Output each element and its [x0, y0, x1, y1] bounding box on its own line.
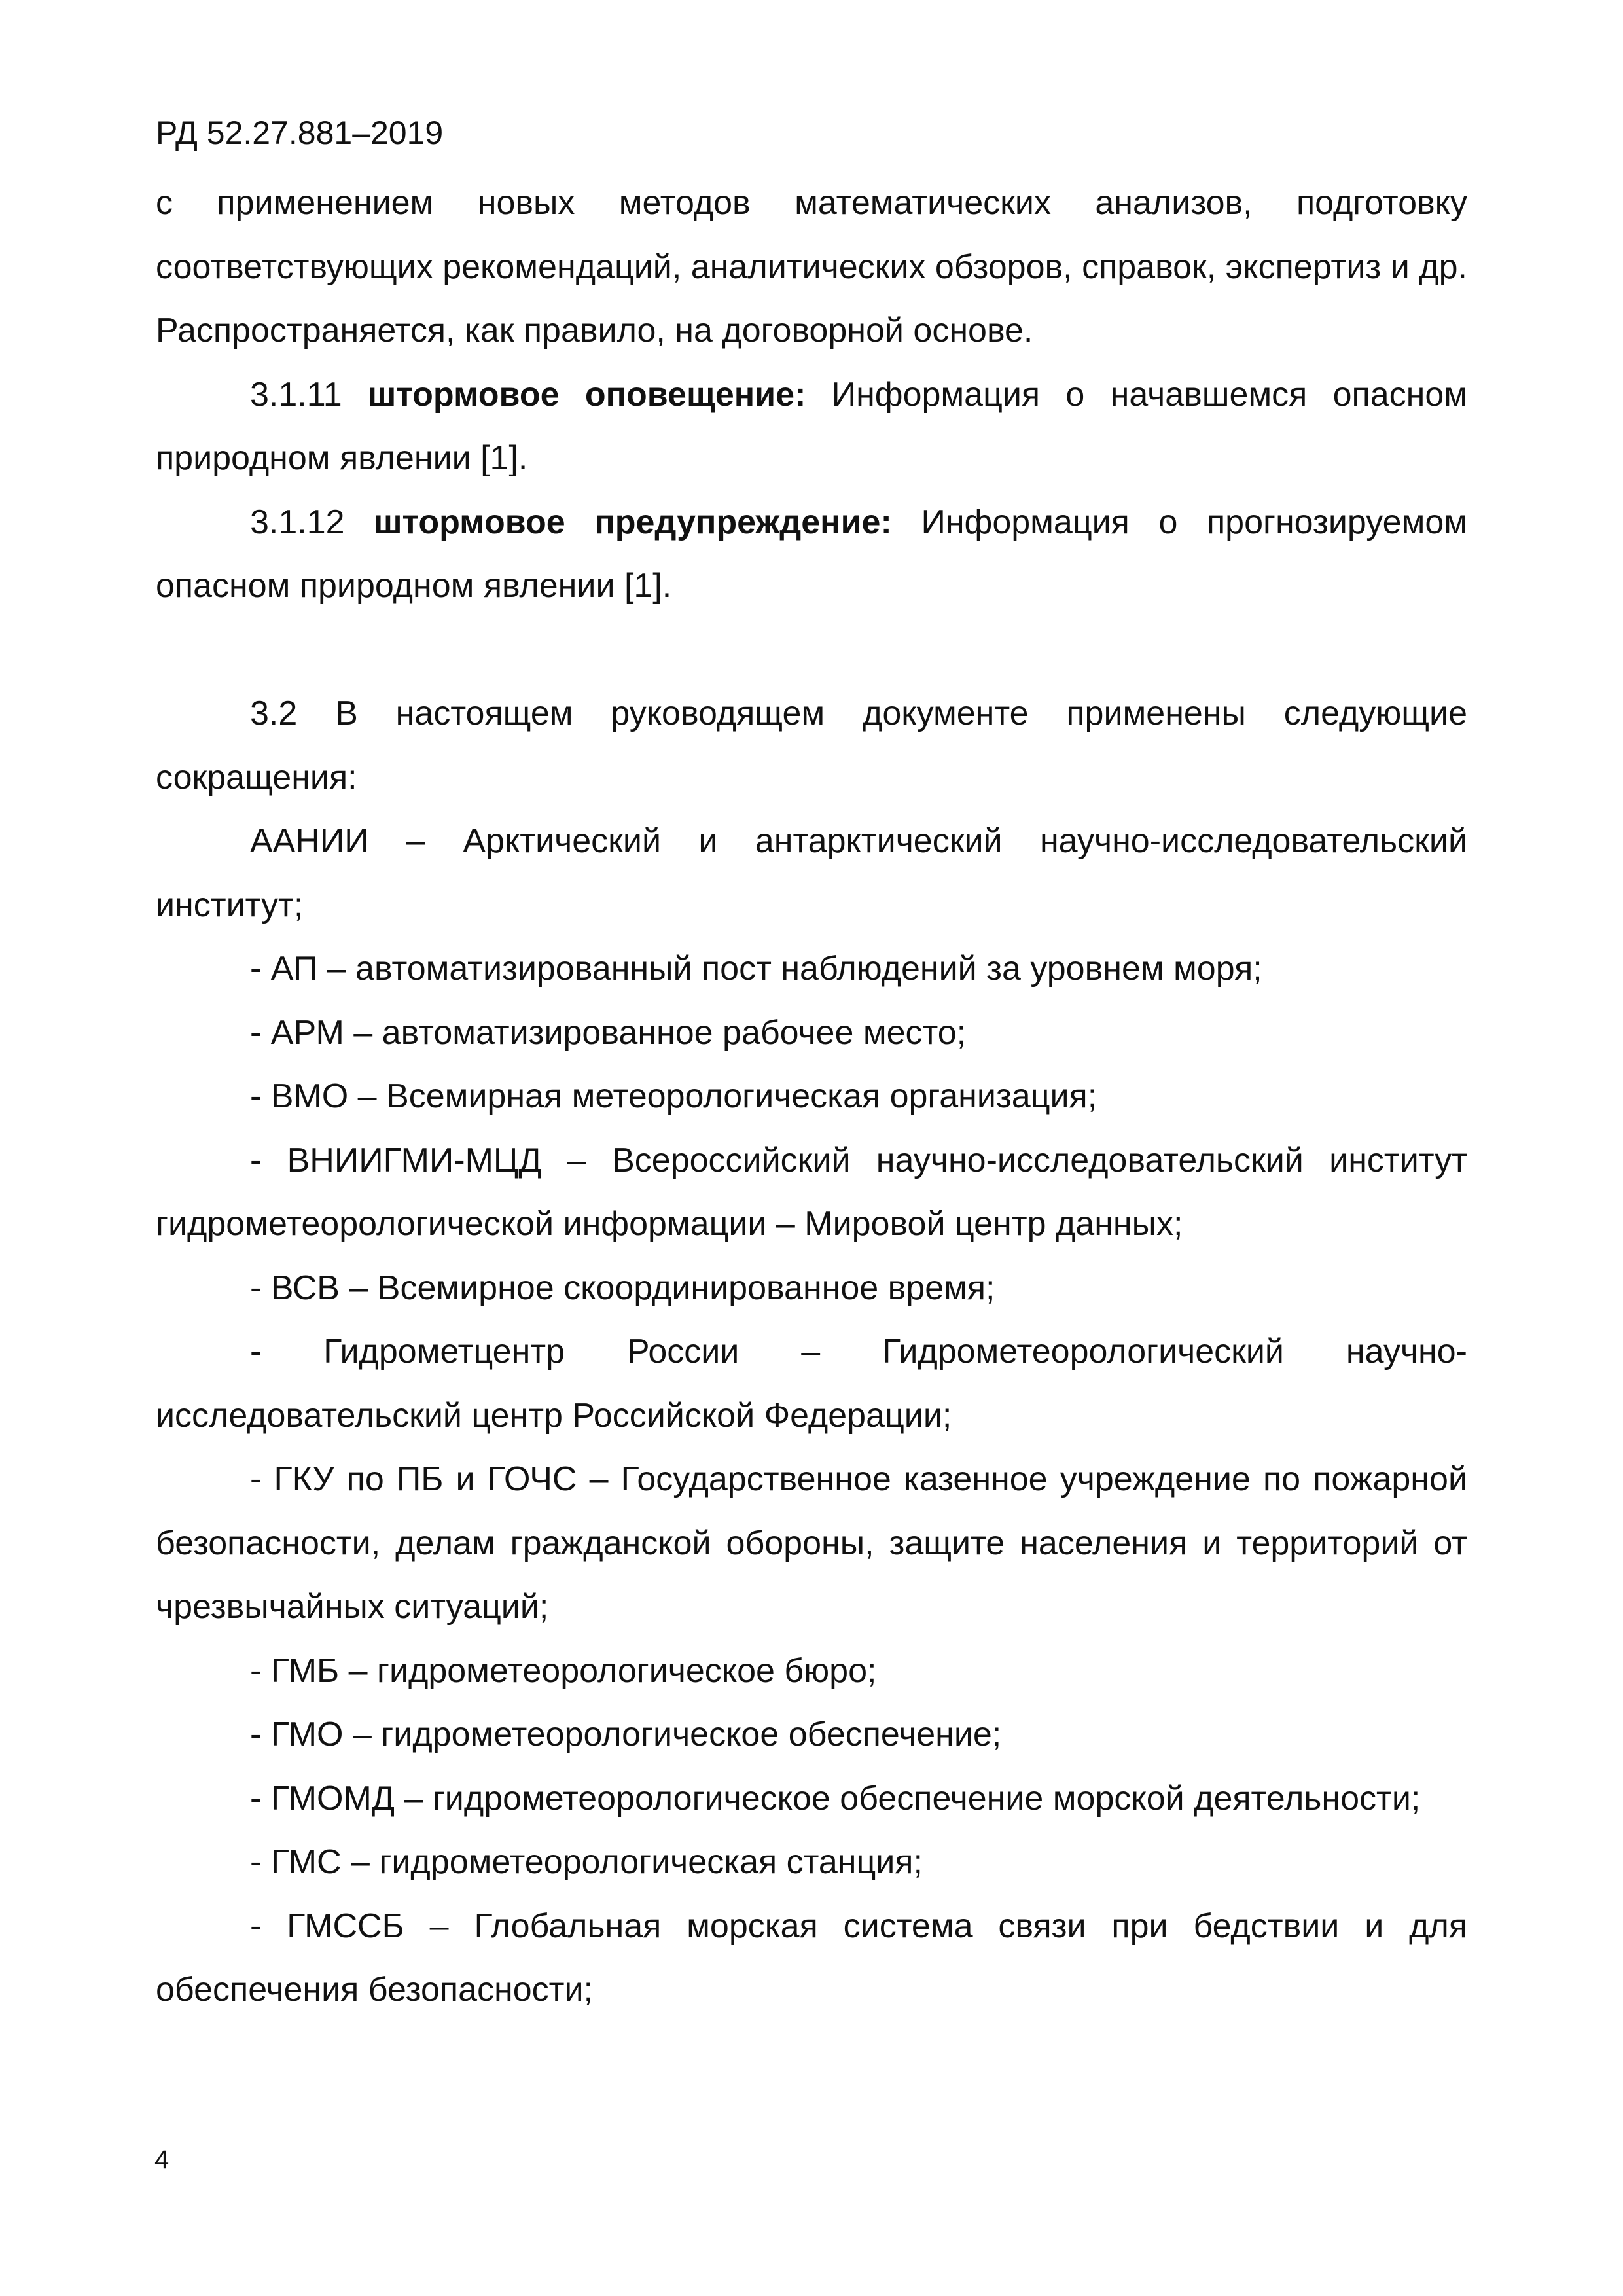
definition-3-1-11 [156, 363, 1467, 491]
definition-number: 3.1.12 [250, 503, 345, 541]
intro-paragraph: с применением новых методов математических анализов, подготовку соответствующих рекомендаций, аналитических обзоров, справок, экспертиз и др. Распространяется, как правило, на договорной основе. [156, 184, 1467, 350]
abbreviation-item: - ГМССБ – Глобальная морская система связи при бедствии и для обеспечения безопасности; [156, 1907, 1467, 2009]
abbreviation-item: - АРМ – автоматизированное рабочее место; [250, 1013, 967, 1052]
abbreviation-item: - ГМО – гидрометеорологическое обеспечение; [250, 1715, 1002, 1753]
page-number: 4 [154, 2145, 169, 2174]
abbreviation-item: - ГМС – гидрометеорологическая станция; [250, 1843, 923, 1881]
definition-term: штормовое оповещение: [368, 375, 806, 414]
document-header: РД 52.27.881–2019 [156, 115, 444, 151]
abbreviations-intro: 3.2 В настоящем руководящем документе применены следующие сокращения: [156, 694, 1467, 797]
abbreviation-item: - ГМБ – гидрометеорологическое бюро; [250, 1651, 877, 1690]
definition-text: Информация о начавшемся опасном природном явлении [1]. [156, 375, 1468, 477]
definition-term: штормовое предупреждение: [374, 503, 892, 541]
abbreviation-item: ААНИИ – Арктический и антарктический научно-исследовательский институт; [156, 822, 1467, 924]
abbreviation-item: - ВНИИГМИ-МЦД – Всероссийский научно-исследовательский институт гидрометеорологической информации – Мировой центр данных; [156, 1141, 1467, 1243]
abbreviation-item: - Гидрометцентр России – Гидрометеорологический научно-исследовательский центр Российской Федерации; [156, 1333, 1467, 1435]
abbreviation-item: - ВМО – Всемирная метеорологическая организация; [250, 1077, 1097, 1115]
definition-3-1-12 [156, 491, 1467, 619]
abbreviation-item: - ГМОМД – гидрометеорологическое обеспечение морской деятельности; [250, 1779, 1421, 1818]
document-body [156, 171, 1467, 2022]
abbreviation-item: - ГКУ по ПБ и ГОЧС – Государственное казенное учреждение по пожарной безопасности, делам гражданской обороны, защите населения и территорий от чрезвычайных ситуаций; [156, 1460, 1467, 1626]
abbreviation-item: - АП – автоматизированный пост наблюдений за уровнем моря; [250, 950, 1262, 988]
definition-text: Информация о прогнозируемом опасном природном явлении [1]. [156, 503, 1467, 605]
definition-number: 3.1.11 [250, 375, 342, 414]
abbreviation-item: - ВСВ – Всемирное скоординированное время; [250, 1268, 995, 1307]
